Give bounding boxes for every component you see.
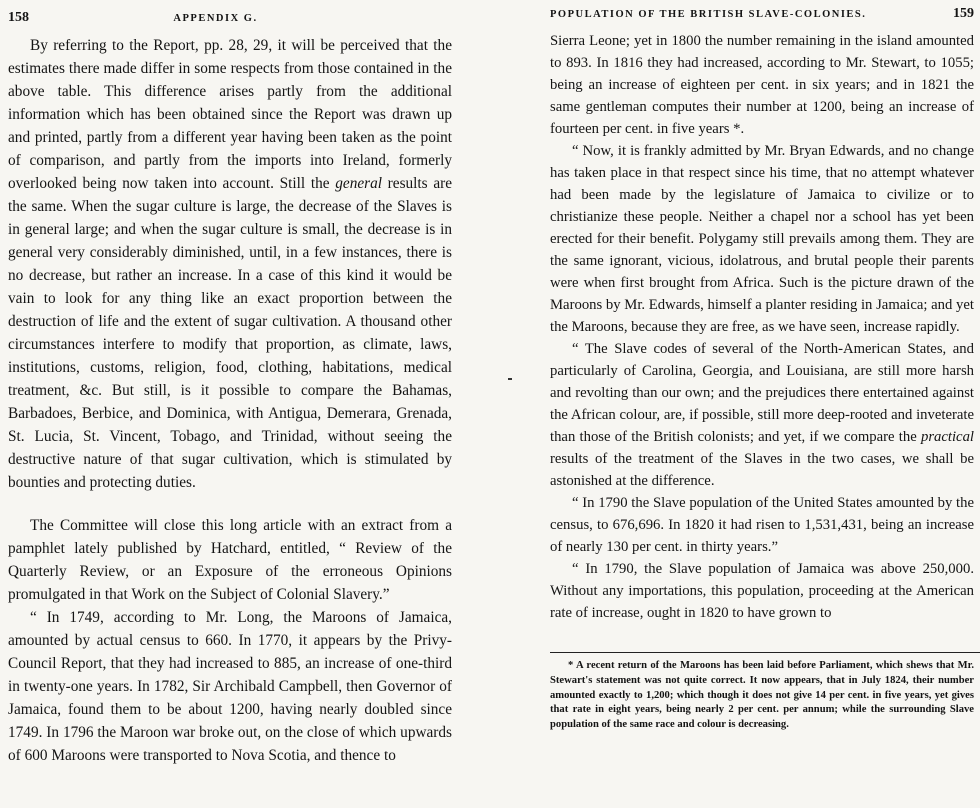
footnote: * A recent return of the Maroons has been laid before Parliament, which shews that Mr. Stewart's statement was not quite correct. It now appears, that in July 1824, their number amounted exactly to 1,200; which though it does not give 14 per cent. in five years, yet gives that rate in eight years, being nearly 2 per cent. per annum; while the surrounding Slave population of the same race and colour is decreasing. <box>550 660 974 731</box>
right-paragraph-2: “ Now, it is frankly admitted by Mr. Bryan Edwards, and no change has taken place in that respect since his time, that no attempt whatever had been made by the legislature of Jamaica to civilize or to christianize these people. Neither a chapel nor a school has yet been erected for their benefit. Polygamy still prevails among them. They are the same ignorant, vicious, idolatrous, and brutal people their parents were when first brought from Africa. Such is the picture drawn of the Maroons by Mr. Edwards, himself a planter residing in Jamaica; and yet the Maroons, because they are free, as we have seen, increase rapidly. <box>550 143 974 335</box>
left-paragraph-2: The Committee will close this long article with an extract from a pamphlet lately published by Hatchard, entitled, “ Review of the Quarterly Review, or an Exposure of the erroneous Opinions promulgated in that Work on the Subject of Colonial Slavery.” <box>8 517 452 603</box>
right-paragraph-4: “ In 1790 the Slave population of the United States amounted by the census, to 676,696. In 1820 it had risen to 1,531,431, being an increase of nearly 130 per cent. in thirty years.” <box>550 495 974 555</box>
left-page <box>0 0 470 808</box>
left-paragraph-1: By referring to the Report, pp. 28, 29, it will be perceived that the estimates there made differ in some respects from those contained in the above table. This difference arises partly from the additional information which has been obtained since the Report was drawn up and printed, partly from a different year having been taken as the point of comparison, and partly from the imports into Ireland, formerly overlooked being now taken into account. Still the general results are the same. When the sugar culture is large, the decrease of the Slaves is in general large; and when the sugar culture is small, the decrease is in general very considerably diminished, until, in a few instances, there is no decrease, but rather an increase. In a case of this kind it would be vain to look for any thing like an exact proportion between the destruction of life and the extent of sugar cultivation. A thousand other circumstances interfere to modify that proportion, as climate, laws, institutions, customs, religion, food, clothing, habitations, medical treatment, &c. But still, is it possible to compare the Bahamas, Barbadoes, Berbice, and Dominica, with Antigua, Demerara, Grenada, St. Lucia, St. Vincent, Tobago, and Trinidad, without seeing the destructive nature of that sugar cultivation, which is stimulated by bounties and protecting duties. <box>8 37 452 491</box>
right-paragraph-1: Sierra Leone; yet in 1800 the number remaining in the island amounted to 893. In 1816 they had increased, according to Mr. Stewart, to 1055; being an increase of eighteen per cent. in six years; and in 1821 the same gentleman computes their number at 1200, being an increase of fourteen per cent. in five years *. <box>550 33 974 137</box>
right-paragraph-5: “ In 1790, the Slave population of Jamaica was above 250,000. Without any importations, this population, proceeding at the American rate of increase, ought in 1820 to have grown to <box>550 561 974 621</box>
left-running-title: APPENDIX G. <box>173 13 258 24</box>
right-paragraph-3: “ The Slave codes of several of the North-American States, and particularly of Carolina, Georgia, and Louisiana, are still more harsh and revolting than our own; and the prejudices there entertained against the African colour, are, if possible, still more deep-rooted and inveterate than those of the British colonists; and yet, if we compare the practical results of the treatment of the Slaves in the two cases, we shall be astonished at the difference. <box>550 341 974 489</box>
right-page <box>520 0 980 808</box>
left-page-number: 158 <box>8 10 29 25</box>
footnote-rule <box>550 652 980 653</box>
left-paragraph-3: “ In 1749, according to Mr. Long, the Maroons of Jamaica, amounted by actual census to 660. In 1770, it appears by the Privy-Council Report, that they had increased to 885, an increase of one-third in twenty-one years. In 1782, Sir Archibald Campbell, then Governor of Jamaica, found them to be about 1200, having nearly doubled since 1749. In 1796 the Maroon war broke out, on the close of which upwards of 600 Maroons were transported to Nova Scotia, and thence to <box>8 609 452 764</box>
right-page-number: 159 <box>953 6 974 21</box>
right-running-title: POPULATION OF THE BRITISH SLAVE-COLONIES. <box>550 9 867 20</box>
left-running-head <box>8 10 452 34</box>
emphasis-practical: practical <box>920 429 974 445</box>
emphasis-general: general <box>335 175 382 192</box>
right-running-head <box>550 6 974 30</box>
gutter-mark <box>508 378 512 380</box>
